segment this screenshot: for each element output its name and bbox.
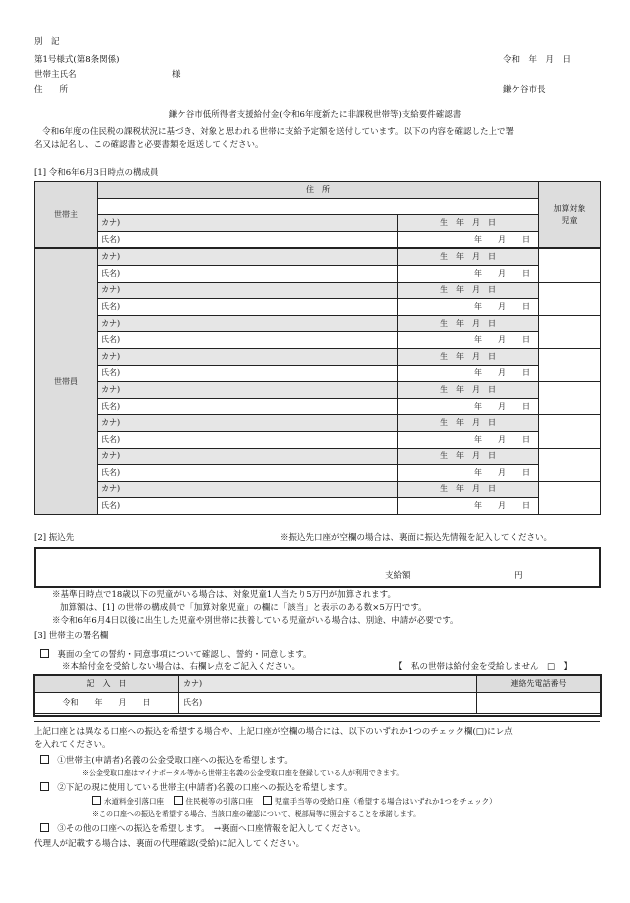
member-birth-header: 生 年 月 日 xyxy=(398,415,539,432)
yen-label: 円 xyxy=(514,571,523,581)
no-receive-checkbox-label[interactable]: 【 私の世帯は給付金を受給しません □ 】 xyxy=(394,662,573,672)
phone-field[interactable] xyxy=(477,693,601,714)
member-birth-field[interactable]: 年 月 日 xyxy=(398,265,539,282)
option-1-row xyxy=(40,755,293,767)
member-birth-field[interactable]: 年 月 日 xyxy=(398,465,539,482)
divider xyxy=(34,721,600,722)
signature-kana-field[interactable]: カナ) xyxy=(179,676,477,693)
householder-birth-field[interactable]: 年 月 日 xyxy=(398,231,539,248)
member-name-field[interactable]: 氏名) xyxy=(98,431,398,448)
member-birth-header: 生 年 月 日 xyxy=(398,382,539,399)
member-extra-child-field[interactable] xyxy=(539,481,601,514)
member-extra-child-field[interactable] xyxy=(539,415,601,448)
bottom-line-2: を入れてください。 xyxy=(34,740,111,750)
member-birth-field[interactable]: 年 月 日 xyxy=(398,498,539,515)
option-2-note: ※この口座への振込を希望する場合、当該口座の確認について、税部局等に照会することを承諾します。 xyxy=(92,810,421,818)
intro-line-2: 名又は記名し、この確認書と必要書類を返送してください。 xyxy=(34,140,264,150)
option-1-checkbox[interactable] xyxy=(40,755,49,764)
member-name-field[interactable]: 氏名) xyxy=(98,332,398,349)
form-number: 第1号様式(第8条関係) xyxy=(34,55,120,65)
section2-note-3: ※令和6年6月4日以後に出生した児童や別世帯に扶養している児童がいる場合は、別途、申請が必要です。 xyxy=(52,616,459,626)
intro-line-1: 令和6年度の住民税の課税状況に基づき、対象と思われる世帯に支給予定額を送付しています。以下の内容を確認した上で署 xyxy=(42,127,515,137)
member-birth-header: 生 年 月 日 xyxy=(398,348,539,365)
sama-label: 様 xyxy=(172,70,181,80)
member-birth-field[interactable]: 年 月 日 xyxy=(398,332,539,349)
agent-note: 代理人が記載する場合は、裏面の代理確認(受給)に記入してください。 xyxy=(34,839,305,849)
member-name-field[interactable]: 氏名) xyxy=(98,365,398,382)
entry-date-field[interactable]: 令和 年 月 日 xyxy=(35,693,179,714)
water-account-checkbox[interactable] xyxy=(92,796,101,805)
signature-name-field[interactable]: 氏名) xyxy=(179,693,477,714)
member-birth-header: 生 年 月 日 xyxy=(398,448,539,465)
householder-name-field[interactable]: 氏名) xyxy=(98,231,398,248)
option-2-subrow xyxy=(92,796,497,806)
section2-heading: [2] 振込先 xyxy=(34,533,75,543)
tax-account-label: 住民税等の引落口座 xyxy=(185,797,254,806)
member-extra-child-field[interactable] xyxy=(539,315,601,348)
agree-row xyxy=(40,649,312,661)
section3-heading: [3] 世帯主の署名欄 xyxy=(34,631,109,641)
bank-account-box[interactable] xyxy=(34,547,601,588)
address-label: 住 所 xyxy=(34,85,69,95)
member-extra-child-field[interactable] xyxy=(539,248,601,282)
member-name-field[interactable]: 氏名) xyxy=(98,398,398,415)
member-extra-child-field[interactable] xyxy=(539,448,601,481)
member-birth-field[interactable]: 年 月 日 xyxy=(398,299,539,316)
member-name-field[interactable]: 氏名) xyxy=(98,265,398,282)
option-3-row xyxy=(40,823,366,835)
member-kana-field[interactable]: カナ) xyxy=(98,248,398,265)
amount-label: 支給額 xyxy=(385,571,411,581)
address-header: 住 所 xyxy=(98,182,539,199)
member-birth-header: 生 年 月 日 xyxy=(398,282,539,299)
member-extra-child-field[interactable] xyxy=(539,382,601,415)
child-allowance-label: 児童手当等の受給口座（希望する場合はいずれか1つをチェック） xyxy=(274,797,497,806)
member-birth-header: 生 年 月 日 xyxy=(398,315,539,332)
option-1-note: ※公金受取口座はマイナポータル等から世帯主名義の公金受取口座を登録している人が利用できます。 xyxy=(82,769,404,777)
bottom-line-1: 上記口座とは異なる口座への振込を希望する場合や、上記口座が空欄の場合には、以下のいずれか1つのチェック欄(□)にレ点 xyxy=(34,727,513,737)
householder-label: 世帯主 xyxy=(35,182,98,249)
page-title: 鎌ケ谷市低所得者支援給付金(令和6年度新たに非課税世帯等)支給要件確認書 xyxy=(168,110,462,120)
agree-text: 裏面の全ての誓約・同意事項について確認し、誓約・同意します。 xyxy=(57,650,312,660)
extra-child-header: 加算対象 児童 xyxy=(539,182,601,249)
member-birth-header: 生 年 月 日 xyxy=(398,481,539,498)
member-kana-field[interactable]: カナ) xyxy=(98,382,398,399)
householder-name-label: 世帯主氏名 xyxy=(34,70,77,80)
member-kana-field[interactable]: カナ) xyxy=(98,448,398,465)
birth-header: 生 年 月 日 xyxy=(398,215,539,232)
tax-account-checkbox[interactable] xyxy=(174,796,183,805)
water-account-label: 水道料金引落口座 xyxy=(104,797,164,806)
members-table xyxy=(34,181,601,515)
member-kana-field[interactable]: カナ) xyxy=(98,481,398,498)
entry-date-header: 記 入 日 xyxy=(35,676,179,693)
betsu-label: 別 記 xyxy=(34,37,60,47)
section1-heading: [1] 令和6年6月3日時点の構成員 xyxy=(34,168,159,178)
option-2-checkbox[interactable] xyxy=(40,782,49,791)
no-receive-note: ※本給付金を受給しない場合は、右欄レ点をご記入ください。 xyxy=(62,662,301,672)
member-extra-child-field[interactable] xyxy=(539,282,601,315)
member-kana-field[interactable]: カナ) xyxy=(98,315,398,332)
mayor-label: 鎌ケ谷市長 xyxy=(503,85,546,95)
option-2-row xyxy=(40,782,352,794)
member-birth-field[interactable]: 年 月 日 xyxy=(398,431,539,448)
member-birth-field[interactable]: 年 月 日 xyxy=(398,398,539,415)
bank-blank-note: ※振込先口座が空欄の場合は、裏面に振込先情報を記入してください。 xyxy=(280,533,553,543)
address-field[interactable] xyxy=(98,198,539,215)
householder-kana-field[interactable]: カナ) xyxy=(98,215,398,232)
option-1-label: ①世帯主(申請者)名義の公金受取口座への振込を希望します。 xyxy=(57,756,293,766)
member-birth-header: 生 年 月 日 xyxy=(398,248,539,265)
member-name-field[interactable]: 氏名) xyxy=(98,465,398,482)
member-name-field[interactable]: 氏名) xyxy=(98,498,398,515)
member-extra-child-field[interactable] xyxy=(539,348,601,381)
section2-note-2: 加算額は、[1] の世帯の構成員で「加算対象児童」の欄に「該当」と表示のある数×5万円です。 xyxy=(60,603,427,613)
member-kana-field[interactable]: カナ) xyxy=(98,348,398,365)
option-3-checkbox[interactable] xyxy=(40,823,49,832)
option-2-label: ②下記の現に使用している世帯主(申請者)名義の口座への振込を希望します。 xyxy=(57,783,353,793)
date-label: 令和 年 月 日 xyxy=(503,55,572,65)
signature-table xyxy=(34,675,601,714)
member-name-field[interactable]: 氏名) xyxy=(98,299,398,316)
members-label: 世帯員 xyxy=(35,248,98,514)
child-allowance-checkbox[interactable] xyxy=(263,796,272,805)
member-kana-field[interactable]: カナ) xyxy=(98,415,398,432)
member-kana-field[interactable]: カナ) xyxy=(98,282,398,299)
option-3-label: ③その他の口座への振込を希望します。 →裏面へ口座情報を記入してください。 xyxy=(57,824,366,834)
member-birth-field[interactable]: 年 月 日 xyxy=(398,365,539,382)
phone-header: 連絡先電話番号 xyxy=(477,676,601,693)
agree-checkbox[interactable] xyxy=(40,649,49,658)
section2-note-1: ※基準日時点で18歳以下の児童がいる場合は、対象児童1人当たり5万円が加算されます。 xyxy=(52,590,396,600)
